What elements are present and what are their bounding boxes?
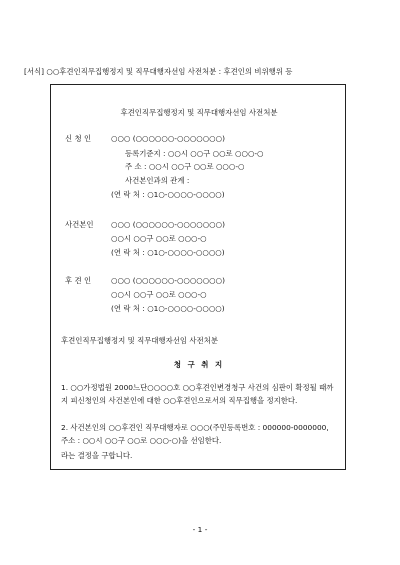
guardian-address: ○○시 ○○구 ○○로 ○○○-○	[111, 290, 207, 299]
applicant-registered-address: 등록기준지 : ○○시 ○○구 ○○로 ○○○-○	[125, 149, 264, 158]
document-title: 후견인직무집행정지 및 직무대행자선임 사전처분	[120, 108, 278, 117]
principal-address: ○○시 ○○구 ○○로 ○○○-○	[111, 234, 207, 243]
guardian-contact: (연 락 처 : ○1○-○○○○-○○○○)	[111, 304, 225, 313]
page-number: - 1 -	[192, 525, 208, 534]
purpose-item-1: 1. ○○가정법원 2000느단○○○○호 ○○후견인변경청구 사건의 심판이 확정될 때까지 피신청인의 사건본인에 대한 ○○후견인으로서의 직무집행을 정지한다.	[61, 383, 334, 405]
principal-label: 사건본인	[65, 220, 94, 229]
applicant-relation: 사건본인과의 관계 :	[125, 176, 190, 185]
closing-text: 라는 결정을 구합니다.	[61, 451, 133, 460]
form-header: [서식] ○○후견인직무집행정지 및 직무대행자선임 사전처분 : 후견인의 비위행위 등	[24, 67, 293, 76]
purpose-heading: 청 구 취 지	[173, 360, 225, 369]
repeat-title: 후견인직무집행정지 및 직무대행자선임 사전처분	[61, 336, 218, 345]
document-box	[50, 84, 346, 470]
purpose-item-2: 2. 사건본인의 ○○후견인 직무대행자로 ○○○(주민등록번호 : 000000-0000000, 주소 : ○○시 ○○구 ○○로 ○○○-○)을 선임한다.	[61, 423, 329, 445]
principal-name: ○○○ (○○○○○○-○○○○○○○)	[111, 220, 225, 229]
applicant-address: 주 소 : ○○시 ○○구 ○○로 ○○○-○	[125, 162, 245, 171]
applicant-contact: (연 락 처 : ○1○-○○○○-○○○○)	[111, 190, 225, 199]
applicant-name: ○○○ (○○○○○○-○○○○○○○)	[111, 134, 225, 143]
guardian-name: ○○○ (○○○○○○-○○○○○○○)	[111, 276, 225, 285]
guardian-label: 후 견 인	[65, 276, 92, 285]
principal-contact: (연 락 처 : ○1○-○○○○-○○○○)	[111, 248, 225, 257]
applicant-label: 신 청 인	[65, 134, 92, 143]
